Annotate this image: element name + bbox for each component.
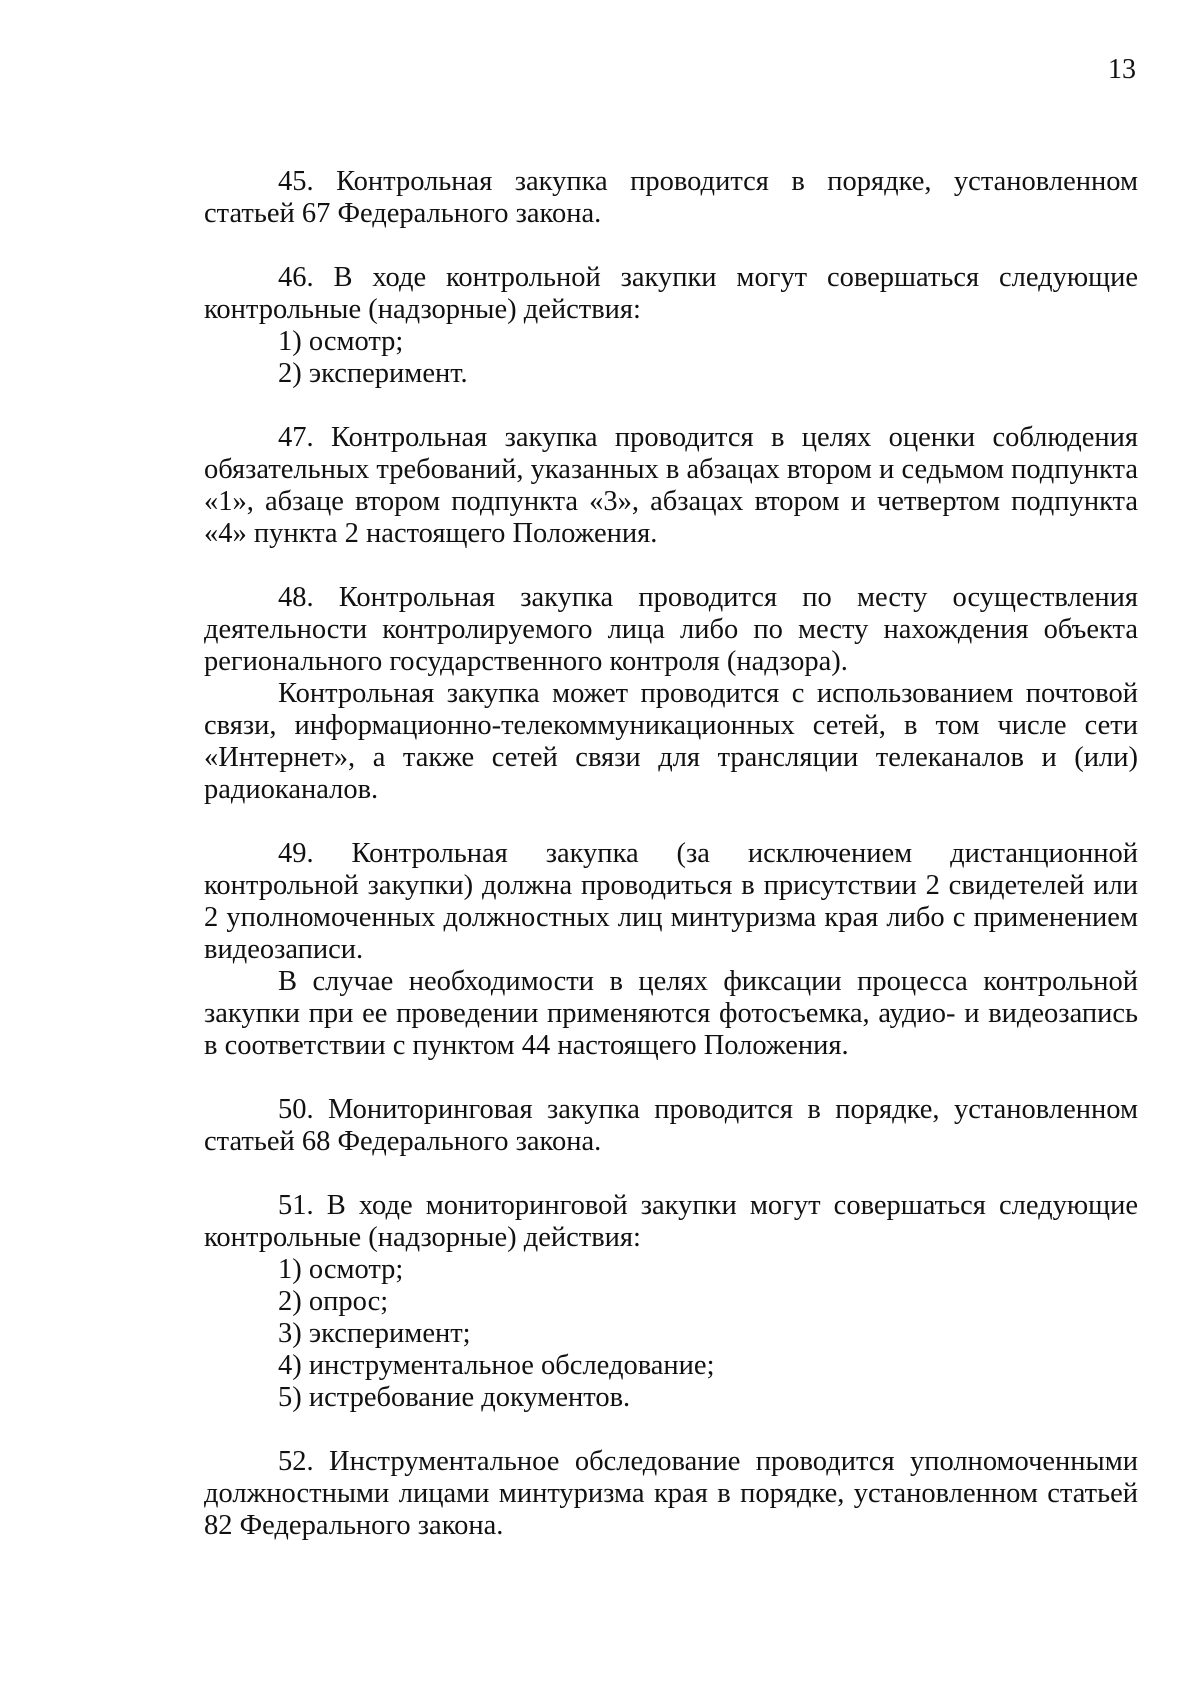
list-item: 1) осмотр; — [278, 1254, 404, 1285]
clause-48 — [204, 582, 1138, 806]
clause-50 — [204, 1094, 1138, 1158]
clause-52 — [204, 1446, 1138, 1542]
clause-paragraph: 47. Контрольная закупка проводится в целях оценки соблюдения обязательных требований, указанных в абзацах втором и седьмом подпункта «1», абзаце втором подпункта «3», абзацах втором и четвертом подпункта «4» пункта 2 настоящего Положения. — [204, 422, 1138, 549]
clause-paragraph: 48. Контрольная закупка проводится по месту осуществления деятельности контролируемого лица либо по месту нахождения объекта регионального государственного контроля (надзора). — [204, 582, 1138, 677]
clause-paragraph: В случае необходимости в целях фиксации процесса контрольной закупки при ее проведении применяются фотосъемка, аудио- и видеозапись в соответствии с пунктом 44 настоящего Положения. — [204, 966, 1138, 1061]
clause-47 — [204, 422, 1138, 550]
page-number: 13 — [1108, 54, 1136, 85]
list-item: 3) эксперимент; — [278, 1318, 471, 1349]
list-item: 1) осмотр; — [278, 326, 404, 357]
clause-paragraph: 51. В ходе мониторинговой закупки могут совершаться следующие контрольные (надзорные) действия: — [204, 1190, 1138, 1253]
clause-paragraph: 50. Мониторинговая закупка проводится в порядке, установленном статьей 68 Федерального закона. — [204, 1094, 1138, 1157]
clause-paragraph: 46. В ходе контрольной закупки могут совершаться следующие контрольные (надзорные) действия: — [204, 262, 1138, 325]
list-item: 4) инструментальное обследование; — [278, 1350, 715, 1381]
clause-51 — [204, 1190, 1138, 1414]
clause-49 — [204, 838, 1138, 1062]
clause-paragraph: 52. Инструментальное обследование проводится уполномоченными должностными лицами минтуризма края в порядке, установленном статьей 82 Федерального закона. — [204, 1446, 1138, 1541]
clause-paragraph: 49. Контрольная закупка (за исключением дистанционной контрольной закупки) должна проводиться в присутствии 2 свидетелей или 2 уполномоченных должностных лиц минтуризма края либо с применением видеозаписи. — [204, 838, 1138, 965]
clause-paragraph: 45. Контрольная закупка проводится в порядке, установленном статьей 67 Федерального закона. — [204, 166, 1138, 229]
list-item: 5) истребование документов. — [278, 1382, 631, 1413]
clause-46 — [204, 262, 1138, 390]
document-body — [204, 166, 1138, 1574]
clause-45 — [204, 166, 1138, 230]
clause-paragraph: Контрольная закупка может проводится с использованием почтовой связи, информационно-телекоммуникационных сетей, в том числе сети «Интернет», а также сетей связи для трансляции телеканалов и (или) радиоканалов. — [204, 678, 1138, 805]
list-item: 2) эксперимент. — [278, 358, 468, 389]
list-item: 2) опрос; — [278, 1286, 389, 1317]
